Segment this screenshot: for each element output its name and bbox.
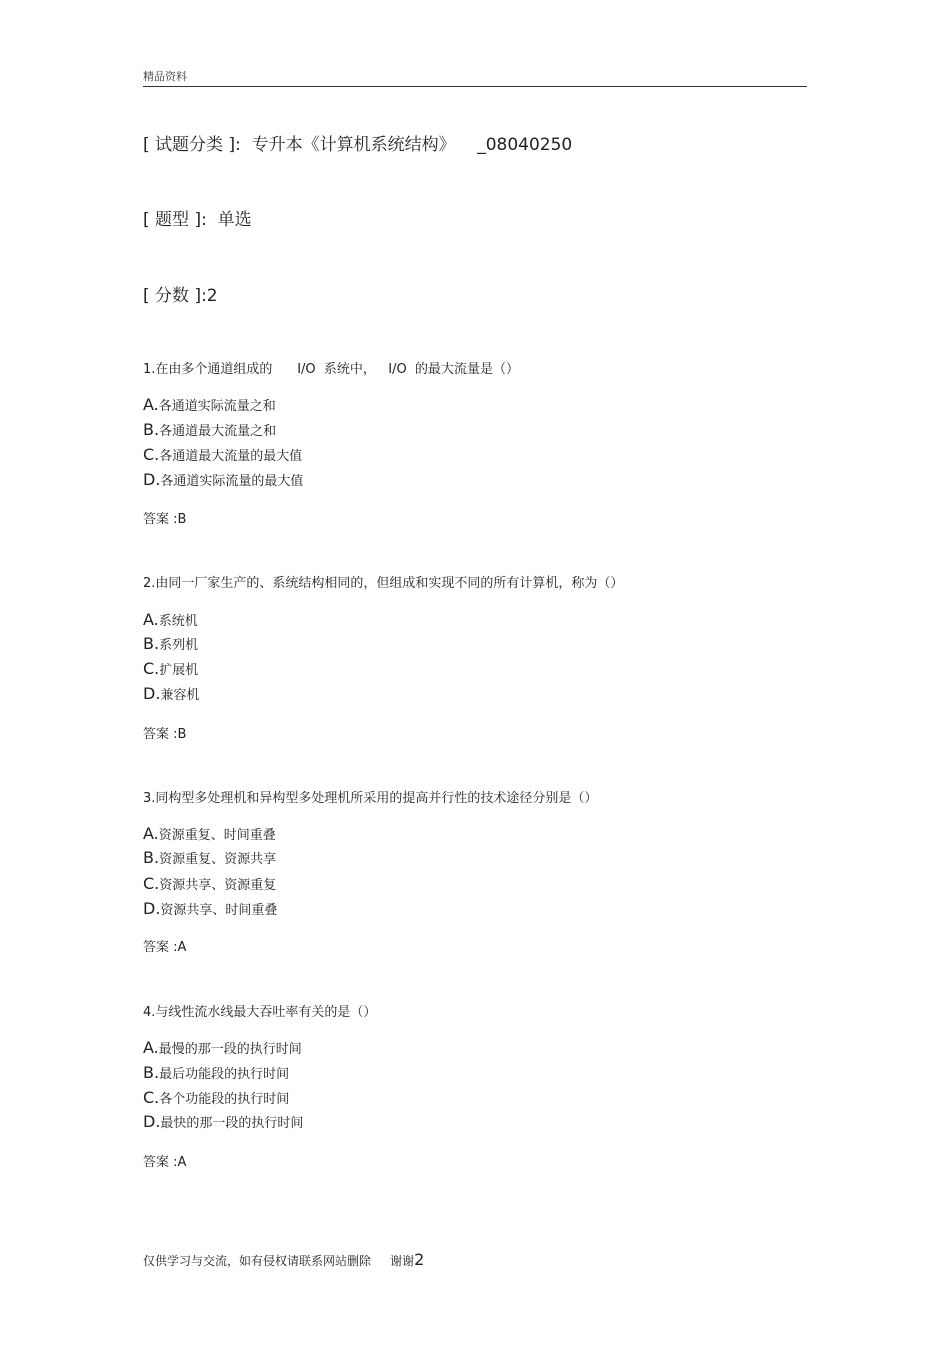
- question-1-option-d: [143, 470, 303, 489]
- question-3-option-d: [143, 899, 277, 918]
- option-letter: B.: [143, 848, 160, 867]
- option-text: 扩展机: [159, 663, 199, 678]
- option-letter: C.: [143, 445, 160, 464]
- option-letter: D.: [143, 684, 161, 703]
- question-4-option-d: [143, 1112, 303, 1131]
- question-4-option-c: [143, 1088, 289, 1107]
- option-text: 最后功能段的执行时间: [159, 1067, 290, 1082]
- option-text: 各通道实际流量之和: [158, 399, 276, 414]
- question-3-stem: 3.同构型多处理机和异构型多处理机所采用的提高并行性的技术途径分别是（）: [143, 791, 598, 806]
- question-1-stem: 1.在由多个通道组成的 I/O 系统中， I/O 的最大流量是（）: [143, 362, 520, 377]
- option-text: 各个功能段的执行时间: [159, 1092, 290, 1107]
- option-text: 资源重复、资源共享: [159, 852, 277, 867]
- page-number: 2: [414, 1250, 425, 1269]
- question-1-option-c: [143, 445, 302, 464]
- page-header: [143, 66, 807, 87]
- question-2-option-a: [143, 610, 198, 629]
- question-1-answer: 答案 :B: [143, 512, 187, 527]
- option-text: 最快的那一段的执行时间: [160, 1116, 304, 1131]
- question-2-option-b: [143, 634, 198, 653]
- header-label: 精品资料: [143, 70, 187, 83]
- question-3-option-a: [143, 824, 276, 843]
- question-type: [ 题型 ]: 单选: [143, 210, 252, 230]
- option-text: 兼容机: [160, 688, 200, 703]
- option-text: 各通道实际流量的最大值: [160, 474, 304, 489]
- question-4-answer: 答案 :A: [143, 1155, 187, 1170]
- question-2-stem: 2.由同一厂家生产的、系统结构相同的，但组成和实现不同的所有计算机，称为（）: [143, 576, 624, 591]
- option-letter: A.: [143, 1038, 159, 1057]
- option-letter: A.: [143, 610, 159, 629]
- question-category: [ 试题分类 ]: 专升本《计算机系统结构》 _08040250: [143, 135, 573, 155]
- option-letter: A.: [143, 395, 159, 414]
- question-3-option-b: [143, 848, 276, 867]
- question-2-option-c: [143, 659, 198, 678]
- option-letter: C.: [143, 874, 160, 893]
- option-text: 系统机: [158, 614, 198, 629]
- option-letter: D.: [143, 1112, 161, 1131]
- option-text: 各通道最大流量之和: [159, 424, 277, 439]
- question-2-answer: 答案 :B: [143, 727, 187, 742]
- question-4-stem: 4.与线性流水线最大吞吐率有关的是（）: [143, 1005, 377, 1020]
- option-letter: B.: [143, 420, 160, 439]
- option-letter: C.: [143, 1088, 160, 1107]
- question-1-option-b: [143, 420, 276, 439]
- question-score: [ 分数 ]:2: [143, 286, 218, 306]
- option-text: 资源重复、时间重叠: [158, 828, 276, 843]
- option-text: 资源共享、时间重叠: [160, 903, 278, 918]
- option-letter: D.: [143, 470, 161, 489]
- question-2-option-d: [143, 684, 199, 703]
- option-letter: B.: [143, 1063, 160, 1082]
- page-footer: [143, 1250, 424, 1269]
- option-text: 系列机: [159, 638, 199, 653]
- footer-text: 仅供学习与交流，如有侵权请联系网站删除 谢谢: [143, 1254, 415, 1268]
- question-4-option-b: [143, 1063, 289, 1082]
- option-text: 各通道最大流量的最大值: [159, 449, 303, 464]
- option-letter: C.: [143, 659, 160, 678]
- question-3-option-c: [143, 874, 276, 893]
- option-text: 最慢的那一段的执行时间: [158, 1042, 302, 1057]
- question-3-answer: 答案 :A: [143, 940, 187, 955]
- option-text: 资源共享、资源重复: [159, 878, 277, 893]
- option-letter: A.: [143, 824, 159, 843]
- question-1-option-a: [143, 395, 276, 414]
- question-4-option-a: [143, 1038, 302, 1057]
- option-letter: D.: [143, 899, 161, 918]
- option-letter: B.: [143, 634, 160, 653]
